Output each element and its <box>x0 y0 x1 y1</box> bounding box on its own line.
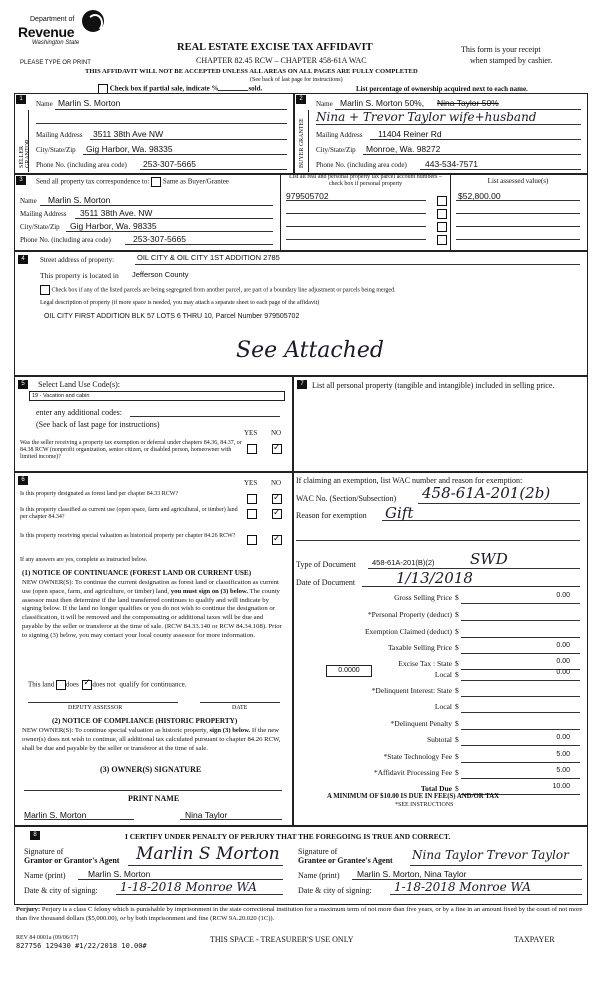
warning-text: THIS AFFIDAVIT WILL NOT BE ACCEPTED UNLESS ALL AREAS ON ALL PAGES ARE FULLY COMPLETED <box>85 68 418 75</box>
grantee-sig-label1: Signature of <box>298 847 338 856</box>
seller-phone[interactable]: 253-307-5665 <box>143 159 196 169</box>
notice1-b: The county assessor must then determine if the land transferred continues to qualify and will indicate by signing below. If the land no longer qualifies or you do not wish to continue the designation or classification, it will be removed and the compensating or additional taxes will be due and payable by the seller or transferor at the time of sale. (RCW 84.33.140 or RCW 84.34.108). Prior to signing (3) below, you may contact your local county assessor for more information. <box>22 587 282 639</box>
yes-header-6: YES <box>244 479 258 487</box>
certify-text: I CERTIFY UNDER PENALTY OF PERJURY THAT THE FOREGOING IS TRUE AND CORRECT. <box>125 832 451 841</box>
seller-side-label: SELLER <box>19 146 25 168</box>
seller-phone-label: Phone No. (including area code) <box>36 161 127 169</box>
receipt-line1: This form is your receipt <box>461 45 541 54</box>
doc-type-label: Type of Document <box>296 560 356 569</box>
grantee-sig-label2: Grantee or Grantee's Agent <box>298 856 393 865</box>
tax-row <box>300 752 580 765</box>
assessed-header: List assessed value(s) <box>487 177 549 185</box>
tax-row-value[interactable]: 10.00 <box>552 783 570 790</box>
seller-mail[interactable]: 3511 38th Ave NW <box>93 129 164 139</box>
does-label: does <box>66 680 79 689</box>
tax-row-label: *Delinquent Interest: State <box>371 686 452 695</box>
owner-signature-title: (3) OWNER(S) SIGNATURE <box>100 765 202 774</box>
grantor-signature[interactable]: Marlin S Morton <box>136 844 280 864</box>
corr-city-label: City/State/Zip <box>20 223 60 231</box>
seller-city[interactable]: Gig Harbor, Wa. 98335 <box>86 144 173 154</box>
reason-label: Reason for exemption <box>296 511 367 520</box>
receipt-line2: when stamped by cashier. <box>470 56 553 65</box>
claim-exemption-label: If claiming an exemption, list WAC number and reason for exemption: <box>296 476 523 485</box>
parcel-number[interactable]: 979505702 <box>286 191 329 201</box>
section-1-number: 1 <box>16 95 26 104</box>
dollar-sign: $ <box>455 670 459 679</box>
print-name-2[interactable]: Nina Taylor <box>185 810 228 820</box>
corr-phone[interactable]: 253-307-5665 <box>133 234 186 244</box>
same-as-buyer-checkbox[interactable] <box>151 177 161 187</box>
minimum-due: A MINIMUM OF $10.00 IS DUE IN FEE(S) AND/OR TAX <box>327 793 500 800</box>
segregated-label: Check box if any of the listed parcels are being segregated from another parcel, are part of a boundary line adjustment or parcels being merged. <box>51 287 396 294</box>
tax-row-label: Taxable Selling Price <box>387 643 452 652</box>
legal-description[interactable]: OIL CITY FIRST ADDITION BLK 57 LOTS 6 THRU 10, Parcel Number 979505702 <box>44 313 300 320</box>
segregated-row <box>40 285 396 295</box>
dollar-sign: $ <box>455 627 459 636</box>
wac-label: WAC No. (Section/Subsection) <box>296 494 397 503</box>
tax-row-label: *State Technology Fee <box>383 752 452 761</box>
notice1-text <box>22 579 284 641</box>
list-percentage: List percentage of ownership acquired next to each name. <box>356 85 528 93</box>
buyer-phone-label: Phone No. (including area code) <box>316 161 407 169</box>
taxpayer-label: TAXPAYER <box>514 935 555 944</box>
assessed-value[interactable]: $52,800.00 <box>458 191 501 201</box>
buyer-phone[interactable]: 443-534-7571 <box>425 159 478 169</box>
corr-mail[interactable]: 3511 38th Ave. NW <box>80 208 153 218</box>
if-yes-text: If any answers are yes, complete as instructed below. <box>20 557 148 563</box>
dollar-sign: $ <box>455 686 459 695</box>
continuance-row <box>28 680 186 690</box>
corr-city[interactable]: Gig Harbor, Wa. 98335 <box>70 221 157 231</box>
forest-q2-no[interactable] <box>272 505 282 523</box>
notice1-title: (1) NOTICE OF CONTINUANCE (FOREST LAND OR CURRENT USE) <box>22 569 252 577</box>
tax-row-value[interactable]: 5.00 <box>556 767 570 774</box>
perjury-body: Perjury is a class C felony which is punishable by imprisonment in the state correctional institution for a maximum term of not more than five years, or by a fine in an amount fixed by the court of not more than five thousand dollars ($5,000.00), or by both imprisonment and fine (RCW 9A.20.020 (1C)). <box>16 906 583 922</box>
seller-name[interactable]: Marlin S. Morton <box>58 98 121 108</box>
reason-value[interactable]: Gift <box>385 504 414 522</box>
section-4-number: 4 <box>18 255 28 264</box>
seller-mail-label: Mailing Address <box>36 131 83 139</box>
tax-row-label: Total Due <box>420 784 452 793</box>
notice2-a: NEW OWNER(S): To continue special valuation as historic property, <box>22 727 208 734</box>
tax-row-label: Local <box>434 670 452 679</box>
exemption-no-checkbox[interactable] <box>272 440 282 458</box>
tax-row-label: Excise Tax : State <box>398 659 452 668</box>
dollar-sign: $ <box>455 643 459 652</box>
tax-row-label: Local <box>434 702 452 711</box>
dor-logo <box>18 8 108 50</box>
tax-row-label: Gross Selling Price <box>394 593 452 602</box>
street-label: Street address of property: <box>40 256 115 264</box>
date-label: DATE <box>232 705 248 711</box>
dept-line2: Revenue <box>18 24 75 40</box>
buyer-city-label: City/State/Zip <box>316 146 356 154</box>
print-name-1[interactable]: Marlin S. Morton <box>24 810 87 820</box>
parcel-pp-checkbox-4[interactable] <box>437 231 447 249</box>
buyer-side-label: BUYER GRANTEE <box>299 118 305 168</box>
dor-logo-swoosh-icon <box>87 14 103 32</box>
land-use-select[interactable] <box>29 391 285 401</box>
dollar-sign: $ <box>455 702 459 711</box>
forest-q2-yes[interactable] <box>247 505 257 523</box>
please-type: PLEASE TYPE OR PRINT <box>20 60 91 66</box>
street-address[interactable]: OIL CITY & OIL CITY 1ST ADDITION 2785 <box>137 253 280 262</box>
doc-date[interactable]: 1/13/2018 <box>396 569 473 587</box>
doc-date-label: Date of Document <box>296 578 356 587</box>
print-name-title: PRINT NAME <box>128 794 180 803</box>
land-use-code: 19 - Vacation and cabin <box>32 393 90 399</box>
segregated-checkbox[interactable] <box>40 285 50 295</box>
cashier-stamp: 827756 129430 #1/22/2018 10.00# <box>16 942 147 950</box>
forest-q3: Is this property receiving special valuation as historical property per chapter 84.26 RCW? <box>20 533 236 539</box>
tax-row <box>300 735 580 748</box>
tax-row <box>300 768 580 781</box>
section-7-number: 7 <box>297 380 307 389</box>
notice2-text <box>22 727 284 753</box>
perjury-text <box>16 906 586 923</box>
wac-value[interactable]: 458-61A-201(2b) <box>422 484 551 502</box>
dollar-sign: $ <box>455 719 459 728</box>
land-use-see-back: (See back of last page for instructions) <box>36 420 160 429</box>
buyer-city[interactable]: Monroe, Wa. 98272 <box>366 144 441 154</box>
additional-codes-label: enter any additional codes: <box>36 408 122 417</box>
exemption-question: Was the seller receiving a property tax exemption or deferral under chapters 84.36, 84.37, or 84.38 RCW (nonprofit organization, senior citizen, or disabled person, homeowner with limited income)? <box>20 440 242 460</box>
grantor-date[interactable]: 1-18-2018 Monroe WA <box>120 880 257 894</box>
tax-row-value[interactable]: 0.00 <box>556 669 570 676</box>
tax-row <box>300 702 580 715</box>
doc-type-handwritten: SWD <box>470 550 508 568</box>
buyer-name[interactable]: Marlin S. Morton 50%, <box>340 98 425 108</box>
buyer-name-label: Name <box>316 100 333 108</box>
grantor-name[interactable]: Marlin S. Morton <box>88 869 151 879</box>
same-as-buyer-label: Same as Buyer/Grantee <box>162 177 229 186</box>
dept-line1: Department of <box>30 16 75 23</box>
legal-label: Legal description of property (if more space is needed, you may attach a separate sheet to each page of the affidavit) <box>40 300 320 306</box>
tax-row-value[interactable]: 0.00 <box>556 734 570 741</box>
tax-row <box>300 643 580 656</box>
section-2-number: 2 <box>296 95 306 104</box>
forest-q3-yes[interactable] <box>247 531 257 549</box>
deputy-assessor-label: DEPUTY ASSESSOR <box>68 705 123 711</box>
corr-phone-label: Phone No. (including area code) <box>20 236 111 244</box>
corr-mail-label: Mailing Address <box>20 210 67 218</box>
grantee-name[interactable]: Marlin S. Morton, Nina Taylor <box>357 869 467 879</box>
yes-header-5: YES <box>244 429 258 437</box>
tax-row-value[interactable]: 5.00 <box>556 751 570 758</box>
grantee-name-label: Name (print) <box>298 871 340 880</box>
grantee-date[interactable]: 1-18-2018 Monroe WA <box>394 880 531 894</box>
form-title: REAL ESTATE EXCISE TAX AFFIDAVIT <box>177 42 373 53</box>
forest-q3-no[interactable] <box>272 531 282 549</box>
tax-row-label: Exemption Claimed (deduct) <box>364 627 452 636</box>
partial-sale-label: Check box if partial sale, indicate % <box>109 84 219 93</box>
forest-q2: Is this property classified as current use (open space, farm and agricultural, or timber) land per chapter 84.34? <box>20 507 238 520</box>
this-land-label: This land <box>28 680 55 689</box>
does-checkbox[interactable] <box>56 680 66 690</box>
tax-row-value[interactable]: 0.00 <box>556 658 570 665</box>
buyer-handwritten-names: Nina + Trevor Taylor wife+husband <box>316 110 537 124</box>
tax-row <box>300 686 580 699</box>
qualify-label: qualify for continuance. <box>119 680 187 689</box>
excise-rate-box[interactable] <box>326 665 372 677</box>
tax-row <box>300 610 580 623</box>
dollar-sign: $ <box>455 735 459 744</box>
send-correspondence-label: Send all property tax correspondence to: <box>36 177 150 186</box>
does-not-checkbox[interactable] <box>82 680 92 690</box>
grantor-name-label: Name (print) <box>24 871 66 880</box>
send-correspondence <box>36 177 229 187</box>
section-5-number: 5 <box>18 380 28 389</box>
dollar-sign: $ <box>455 593 459 602</box>
tax-row-label: *Personal Property (deduct) <box>367 610 452 619</box>
section-3-number: 3 <box>16 176 26 185</box>
grantor-sig-label1: Signature of <box>24 847 64 856</box>
notice1-bold: you must sign on (3) below. <box>170 587 249 595</box>
select-land-use-label: Select Land Use Code(s): <box>38 380 120 389</box>
see-instructions: *SEE INSTRUCTIONS <box>395 802 454 808</box>
notice2-title: (2) NOTICE OF COMPLIANCE (HISTORIC PROPERTY) <box>52 717 238 725</box>
doc-type[interactable]: 458-61A-201(B)(2) <box>372 558 435 567</box>
dollar-sign: $ <box>455 784 459 793</box>
dollar-sign: $ <box>455 659 459 668</box>
parcel-header: List all real and personal property tax parcel account numbers – check box if personal property <box>289 174 442 187</box>
tax-row <box>300 593 580 606</box>
buyer-name-struck: Nina Taylor 50% <box>437 98 499 108</box>
notice2-bold: sign (3) below. <box>209 727 251 734</box>
seller-name-label: Name <box>36 100 53 108</box>
section-8-number: 8 <box>30 831 40 840</box>
county[interactable]: Jefferson County <box>132 270 189 279</box>
tax-row <box>300 719 580 732</box>
buyer-mail-label: Mailing Address <box>316 131 363 139</box>
see-attached-handwritten: See Attached <box>236 338 384 363</box>
form-chapter: CHAPTER 82.45 RCW – CHAPTER 458-61A WAC <box>196 56 367 65</box>
tax-row <box>300 627 580 640</box>
tax-row-value[interactable]: 0.00 <box>556 592 570 599</box>
tax-row-label: *Delinquent Penalty <box>390 719 452 728</box>
perjury-bold: Perjury: <box>16 906 41 913</box>
tax-row-label: Subtotal <box>426 735 452 744</box>
dept-line3: Washington State <box>32 40 80 46</box>
see-back: (See back of last page for instructions) <box>250 77 343 83</box>
seller-city-label: City/State/Zip <box>36 146 76 154</box>
does-not-label: does not <box>92 680 116 689</box>
no-header-6: NO <box>271 479 282 487</box>
dollar-sign: $ <box>455 752 459 761</box>
buyer-mail[interactable]: 11404 Reiner Rd <box>378 129 442 139</box>
excise-rate: 0.0000 <box>338 667 360 674</box>
treasurer-use: THIS SPACE - TREASURER'S USE ONLY <box>210 935 354 944</box>
grantor-date-label: Date & city of signing: <box>24 886 98 895</box>
located-label: This property is located in <box>40 271 119 280</box>
personal-property-text: List all personal property (tangible and intangible) included in selling price. <box>312 381 555 390</box>
dollar-sign: $ <box>455 610 459 619</box>
corr-name-label: Name <box>20 197 37 205</box>
grantor-sig-label2: Grantor or Grantor's Agent <box>24 856 120 865</box>
rev-number: REV 84 0001a (09/06/17) <box>16 935 79 941</box>
tax-row-label: *Affidavit Processing Fee <box>373 768 452 777</box>
corr-name[interactable]: Marlin S. Morton <box>48 195 111 205</box>
sold-label: sold. <box>248 84 263 93</box>
exemption-yes-checkbox[interactable] <box>247 440 257 458</box>
grantee-date-label: Date & city of signing: <box>298 886 372 895</box>
notice1-a: NEW OWNER(S): To continue the current designation as forest land or classification as current use (open space, farm, and agriculture, or timber) land, <box>22 579 279 595</box>
section-6-number: 6 <box>18 476 28 485</box>
notice2-b: If the new owner(s) does not wish to continue, all additional tax calculated pursuant to chapter 84.26 RCW, shall be due and payable by the seller or transferor at the time of sale. <box>22 727 281 752</box>
dollar-sign: $ <box>455 768 459 777</box>
grantee-signature[interactable]: Nina Taylor Trevor Taylor <box>412 848 569 862</box>
no-header-5: NO <box>271 429 282 437</box>
tax-row-value[interactable]: 0.00 <box>556 642 570 649</box>
forest-q1: Is this property designated as forest land per chapter 84.33 RCW? <box>20 491 179 497</box>
